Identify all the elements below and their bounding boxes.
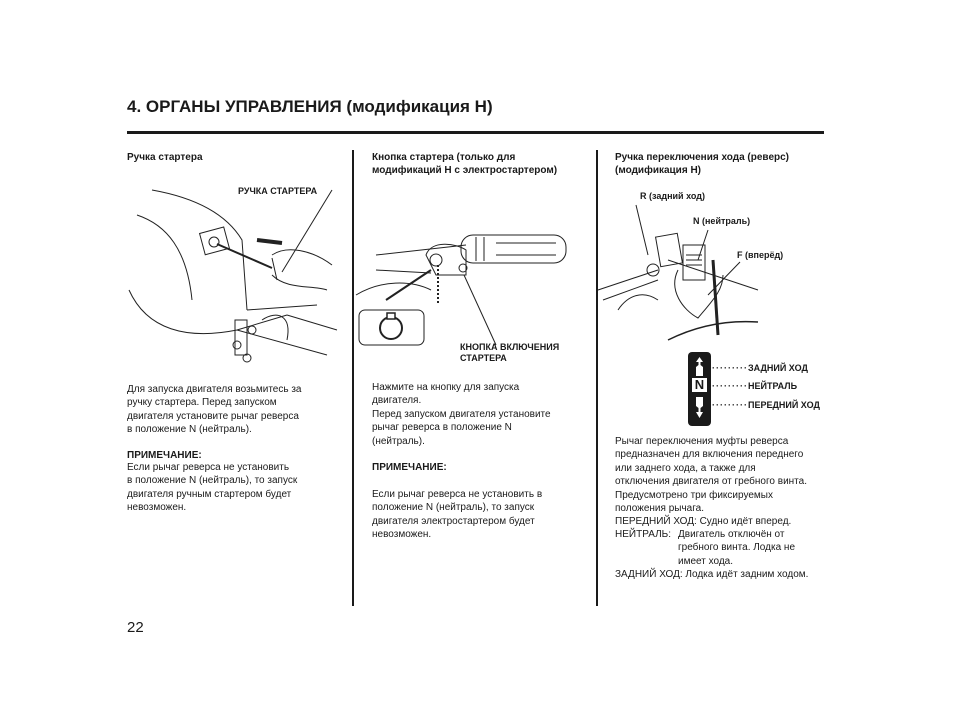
neutral-definition-text: Двигатель отключён от гребного винта. Лодка не имеет хода. [678, 529, 796, 567]
neutral-label: N (нейтраль) [693, 216, 751, 226]
indicator-forward-text: ПЕРЕДНИЙ ХОД [747, 400, 820, 410]
starter-button-text: Нажмите на кнопку для запуска двигателя. Перед запуском двигателя установите рычаг реверса в положение N (нейтраль). [372, 382, 551, 447]
note-heading: ПРИМЕЧАНИЕ: [372, 462, 447, 473]
indicator-neutral: ·········НЕЙТРАЛЬ [712, 381, 798, 391]
note-text: Если рычаг реверса не установить в положение N (нейтраль), то запуск двигателя электростартером будет невозможен. [372, 489, 543, 541]
reverse-definition: ЗАДНИЙ ХОД: Лодка идёт задним ходом. [615, 569, 809, 580]
shift-lever-text: Рычаг переключения муфты реверса предназначен для включения переднего или заднего хода, а также для отключения двигателя от гребного винта. Предусмотрено три фиксируемых положения рычага. [615, 436, 807, 515]
indicator-reverse-text: ЗАДНИЙ ХОД [747, 363, 808, 373]
indicator-neutral-text: НЕЙТРАЛЬ [747, 381, 798, 391]
shift-lever-heading: Ручка переключения хода (реверс) (модификация H) [615, 152, 790, 176]
starter-handle-text: Для запуска двигателя возьмитесь за ручку стартера. Перед запуском двигателя установите рычаг реверса в положение N (нейтраль). [127, 384, 302, 436]
note-heading: ПРИМЕЧАНИЕ: [127, 450, 202, 461]
forward-definition: ПЕРЕДНИЙ ХОД: Судно идёт вперед. [615, 516, 792, 527]
starter-button-label: КНОПКА ВКЛЮЧЕНИЯ СТАРТЕРА [460, 342, 560, 363]
column-divider [352, 150, 354, 606]
title-rule [127, 131, 824, 134]
starter-handle-heading: Ручка стартера [127, 152, 203, 163]
neutral-letter: N [692, 378, 707, 392]
arrow-down-icon [694, 397, 705, 419]
starter-handle-label: РУЧКА СТАРТЕРА [238, 186, 318, 196]
reverse-label: R (задний ход) [640, 191, 705, 201]
neutral-definition-term: НЕЙТРАЛЬ: [615, 529, 671, 540]
starter-handle-illustration [127, 180, 342, 370]
page-number: 22 [127, 619, 144, 636]
page-title: 4. ОРГАНЫ УПРАВЛЕНИЯ (модификация H) [127, 97, 493, 116]
arrow-up-icon [694, 357, 705, 377]
starter-button-heading: Кнопка стартера (только для модификаций H с электростартером) [372, 152, 558, 176]
indicator-forward: ·········ПЕРЕДНИЙ ХОД [712, 400, 820, 410]
shift-indicator [688, 352, 711, 426]
forward-label: F (вперёд) [737, 250, 784, 260]
starter-button-illustration [356, 225, 586, 350]
indicator-reverse: ·········ЗАДНИЙ ХОД [712, 363, 808, 373]
note-text: Если рычаг реверса не установить в положение N (нейтраль), то запуск двигателя ручным стартером будет невозможен. [127, 462, 298, 514]
